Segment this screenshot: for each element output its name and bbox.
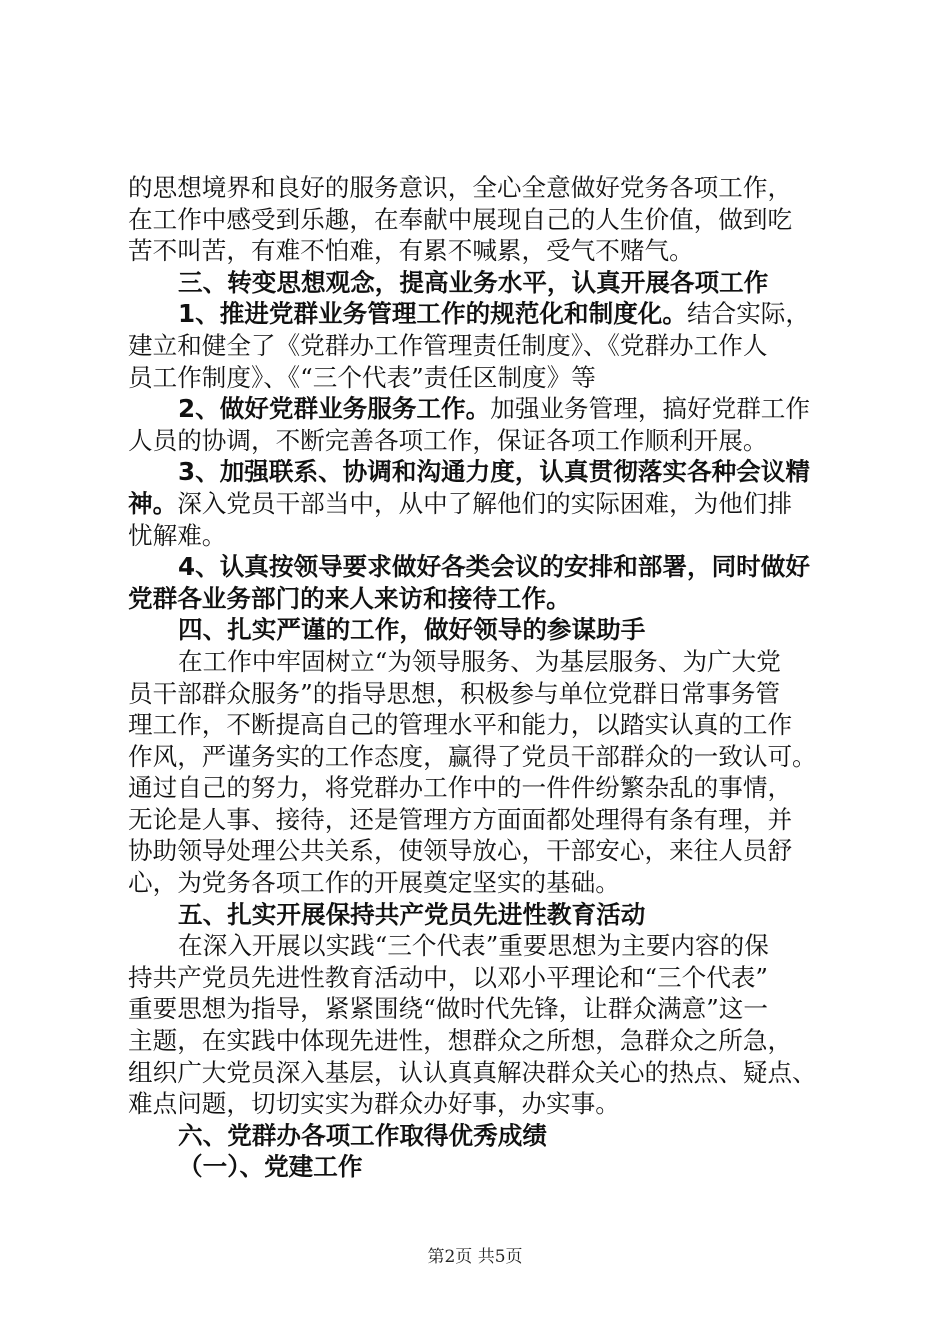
text-line: 4、认真按领导要求做好各类会议的安排和部署，同时做好 (178, 552, 810, 582)
document-body (128, 172, 846, 1183)
text-line: 三、转变思想观念，提高业务水平，认真开展各项工作 (178, 267, 769, 297)
text-line: 建立和健全了《党群办工作管理责任制度》、《党群办工作人 (128, 330, 768, 360)
text-line: 员工作制度》、《“三个代表”责任区制度》等 (128, 362, 596, 392)
text-line: 六、党群办各项工作取得优秀成绩 (178, 1120, 547, 1150)
text-line: 组织广大党员深入基层，认认真真解决群众关心的热点、疑点、 (128, 1057, 817, 1087)
text-line: 五、扎实开展保持共产党员先进性教育活动 (178, 899, 646, 929)
text-line: 持共产党员先进性教育活动中，以邓小平理论和“三个代表” (128, 962, 768, 992)
text-line: 心，为党务各项工作的开展奠定坚实的基础。 (128, 868, 620, 898)
text-line (128, 393, 846, 425)
page-footer (0, 1242, 950, 1267)
page-number-label: 第2页 共5页 (427, 1247, 523, 1267)
bold-text-span: 神。 (128, 488, 178, 518)
text-line: 在深入开展以实践“三个代表”重要思想为主要内容的保 (178, 931, 769, 961)
bold-text-span: 1、推进党群业务管理工作的规范化和制度化。 (178, 299, 687, 329)
text-span: 加强业务管理，搞好党群工作 (490, 394, 810, 424)
text-line: 作风，严谨务实的工作态度，赢得了党员干部群众的一致认可。 (128, 741, 817, 771)
text-line: 3、加强联系、协调和沟通力度，认真贯彻落实各种会议精 (178, 457, 810, 487)
text-line (128, 298, 846, 330)
text-line: 员干部群众服务”的指导思想，积极参与单位党群日常事务管 (128, 678, 781, 708)
text-line: 重要思想为指导，紧紧围绕“做时代先锋，让群众满意”这一 (128, 994, 768, 1024)
text-line: 苦不叫苦，有难不怕难，有累不喊累，受气不赌气。 (128, 236, 694, 266)
text-line: 理工作，不断提高自己的管理水平和能力，以踏实认真的工作 (128, 710, 793, 740)
text-line: 通过自己的努力，将党群办工作中的一件件纷繁杂乱的事情， (128, 773, 793, 803)
text-line: 协助领导处理公共关系，使领导放心，干部安心，来往人员舒 (128, 836, 793, 866)
text-line: 人员的协调，不断完善各项工作，保证各项工作顺利开展。 (128, 425, 768, 455)
bold-text-span: 2、做好党群业务服务工作。 (178, 394, 491, 424)
text-line: 在工作中感受到乐趣，在奉献中展现自己的人生价值，做到吃 (128, 204, 793, 234)
text-span: 深入党员干部当中，从中了解他们的实际困难，为他们排 (177, 488, 793, 518)
text-line: 在工作中牢固树立“为领导服务、为基层服务、为广大党 (178, 646, 781, 676)
text-line: 主题，在实践中体现先进性，想群众之所想，急群众之所急， (128, 1026, 793, 1056)
text-line: 忧解难。 (128, 520, 227, 550)
text-line: 无论是人事、接待，还是管理方方面面都处理得有条有理，并 (128, 804, 793, 834)
text-line: 的思想境界和良好的服务意识，全心全意做好党务各项工作， (128, 173, 793, 202)
text-line: （一）、党建工作 (178, 1152, 363, 1182)
text-line: 难点问题，切切实实为群众办好事，办实事。 (128, 1089, 620, 1119)
text-line (128, 488, 846, 520)
text-line: 党群各业务部门的来人来访和接待工作。 (128, 583, 571, 613)
text-line: 四、扎实严谨的工作，做好领导的参谋助手 (178, 615, 646, 645)
text-span: 结合实际， (687, 299, 810, 329)
